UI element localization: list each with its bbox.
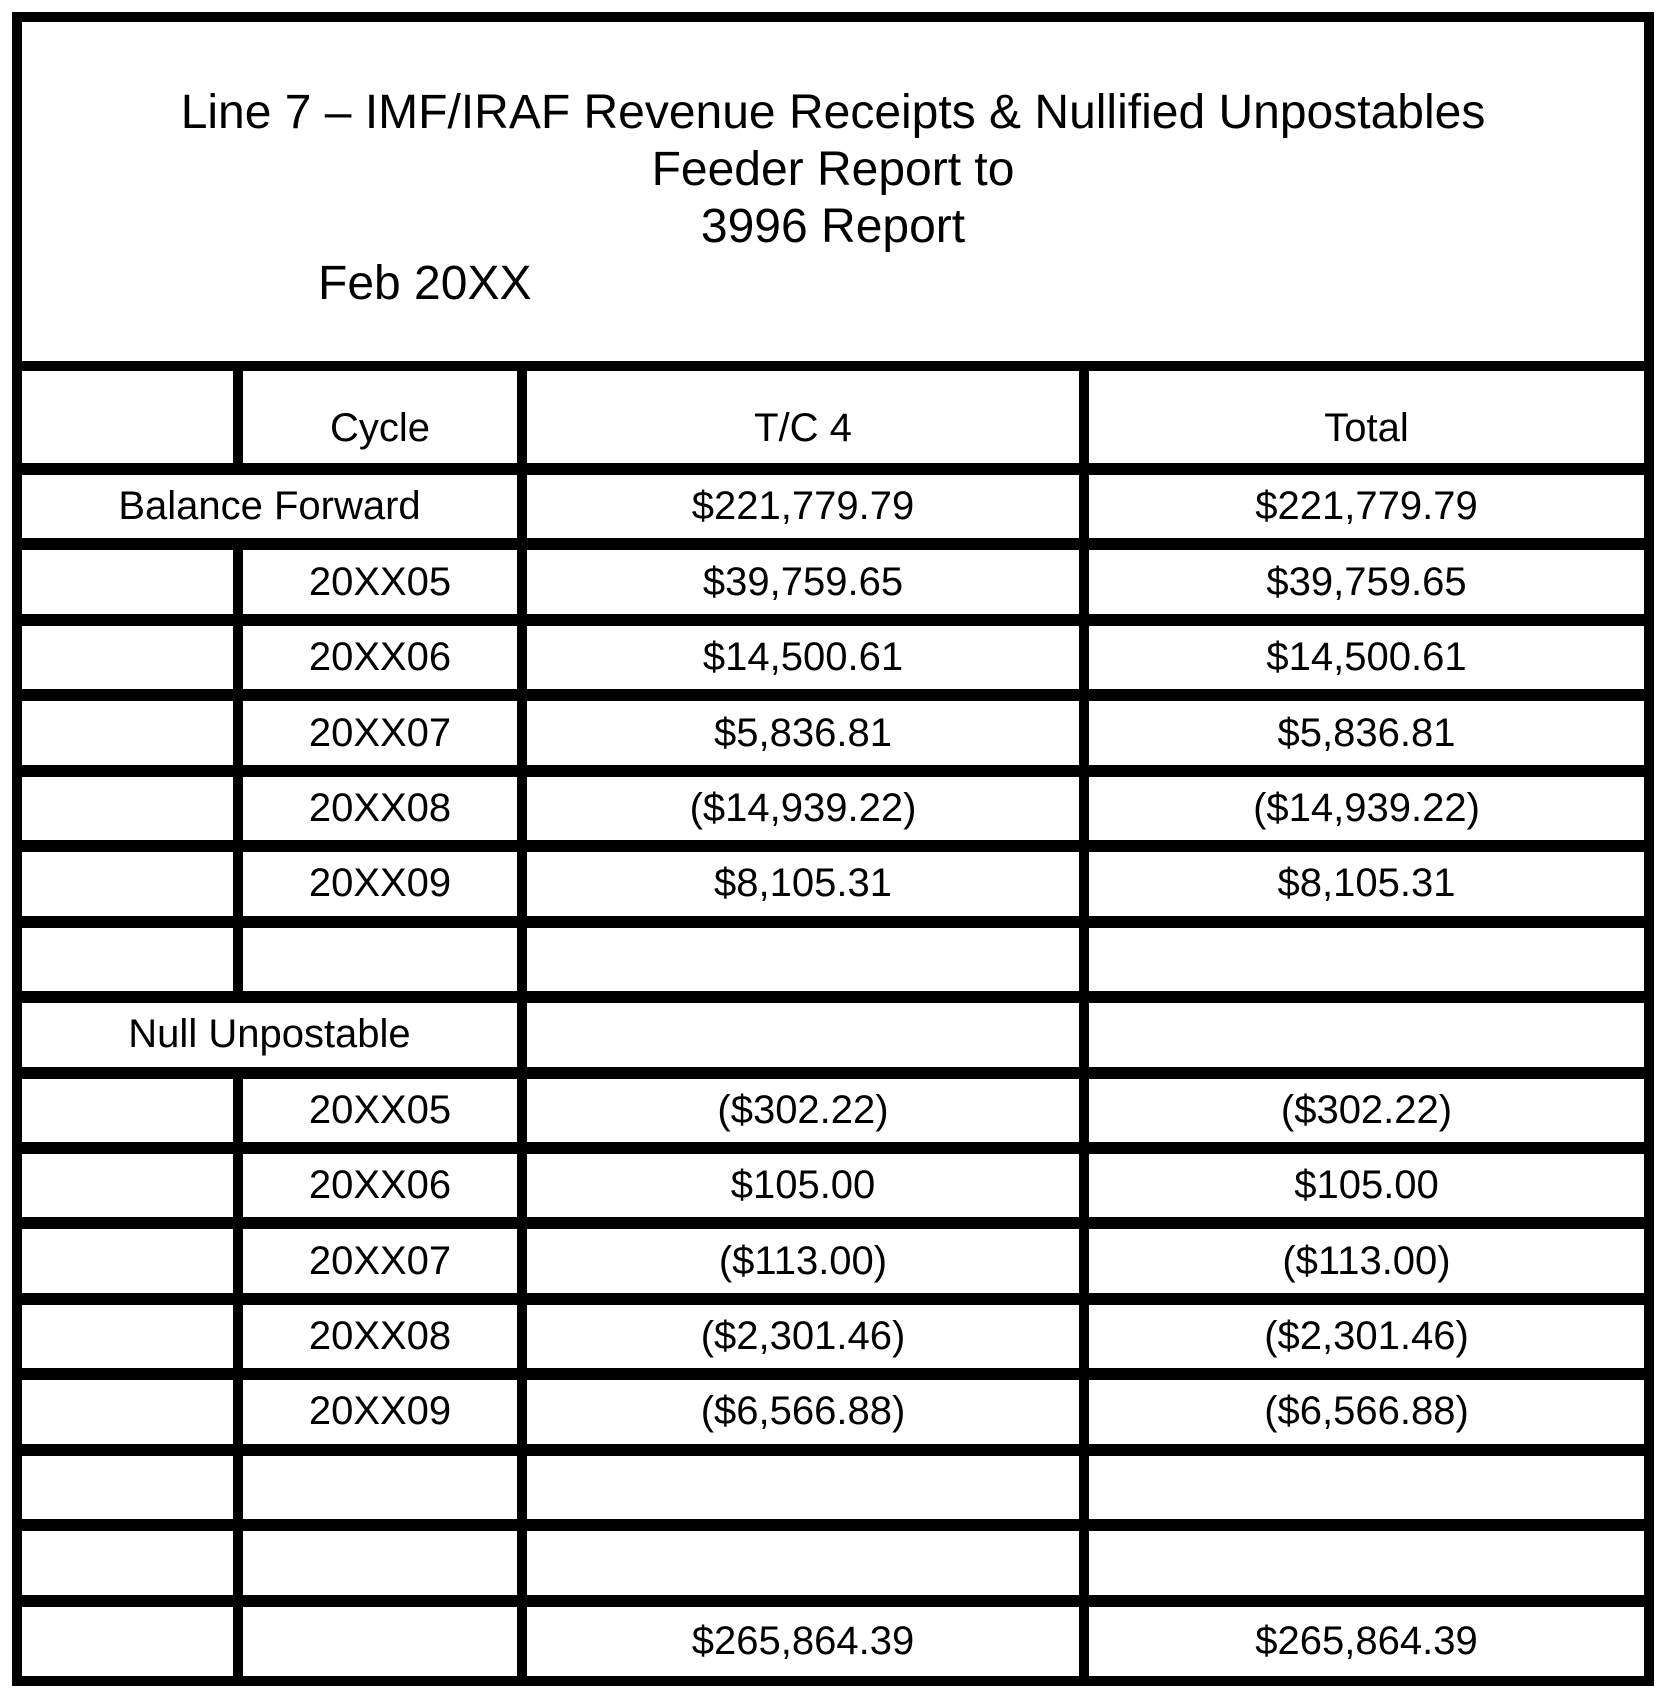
tc4-cell: $39,759.65 <box>522 544 1084 619</box>
spacer-cell <box>22 846 238 921</box>
report-period: Feb 20XX <box>318 257 532 310</box>
tc4-cell: $221,779.79 <box>522 469 1084 544</box>
total-cell: ($302.22) <box>1084 1073 1644 1148</box>
cycle-cell: 20XX06 <box>238 620 522 695</box>
table-body <box>22 469 1644 1676</box>
table-row <box>22 469 1644 544</box>
tc4-cell: $8,105.31 <box>522 846 1084 921</box>
col-header-cycle: Cycle <box>238 371 522 469</box>
tc4-cell <box>522 922 1084 997</box>
report-header <box>22 22 1644 371</box>
cycle-cell <box>238 1601 522 1676</box>
spacer-cell <box>22 1073 238 1148</box>
spacer-cell <box>22 544 238 619</box>
table-row <box>22 1223 1644 1298</box>
tc4-cell: ($6,566.88) <box>522 1374 1084 1449</box>
tc4-cell: $105.00 <box>522 1148 1084 1223</box>
total-cell: ($6,566.88) <box>1084 1374 1644 1449</box>
col-header-total: Total <box>1084 371 1644 469</box>
table-row <box>22 997 1644 1072</box>
table-row <box>22 620 1644 695</box>
cycle-cell: 20XX07 <box>238 1223 522 1298</box>
total-cell: $39,759.65 <box>1084 544 1644 619</box>
spacer-cell <box>22 1450 238 1525</box>
col-header-tc4: T/C 4 <box>522 371 1084 469</box>
table-row <box>22 846 1644 921</box>
total-cell: $14,500.61 <box>1084 620 1644 695</box>
total-cell: ($2,301.46) <box>1084 1299 1644 1374</box>
total-cell <box>1084 922 1644 997</box>
spacer-cell <box>22 1223 238 1298</box>
total-cell: $221,779.79 <box>1084 469 1644 544</box>
spacer-cell <box>22 1525 238 1600</box>
total-cell: $5,836.81 <box>1084 695 1644 770</box>
total-cell: $265,864.39 <box>1084 1601 1644 1676</box>
row-label-cell: Balance Forward <box>22 469 522 544</box>
tc4-cell: $14,500.61 <box>522 620 1084 695</box>
cycle-cell: 20XX09 <box>238 1374 522 1449</box>
tc4-cell: ($14,939.22) <box>522 771 1084 846</box>
table-row <box>22 695 1644 770</box>
report-title: Line 7 – IMF/IRAF Revenue Receipts & Nullified Unpostables <box>180 86 1486 139</box>
cycle-cell: 20XX07 <box>238 695 522 770</box>
table-row <box>22 1450 1644 1525</box>
feeder-report-table <box>22 371 1644 1676</box>
cycle-cell: 20XX05 <box>238 544 522 619</box>
cycle-cell <box>238 922 522 997</box>
table-row <box>22 771 1644 846</box>
table-row <box>22 1374 1644 1449</box>
spacer-cell <box>22 1374 238 1449</box>
tc4-cell: $5,836.81 <box>522 695 1084 770</box>
table-row <box>22 1601 1644 1676</box>
total-cell <box>1084 1450 1644 1525</box>
row-label-cell: Null Unpostable <box>22 997 522 1072</box>
total-cell: ($14,939.22) <box>1084 771 1644 846</box>
tc4-cell: ($2,301.46) <box>522 1299 1084 1374</box>
tc4-cell <box>522 1525 1084 1600</box>
tc4-cell: ($113.00) <box>522 1223 1084 1298</box>
cycle-cell <box>238 1450 522 1525</box>
total-cell <box>1084 1525 1644 1600</box>
cycle-cell: 20XX06 <box>238 1148 522 1223</box>
report-subtitle-feeder: Feeder Report to <box>651 143 1015 196</box>
table-row <box>22 1073 1644 1148</box>
header-row <box>22 371 1644 469</box>
report-subtitle-3996: 3996 Report <box>700 200 966 253</box>
spacer-cell <box>22 1601 238 1676</box>
cycle-cell: 20XX08 <box>238 1299 522 1374</box>
table-row <box>22 1148 1644 1223</box>
tc4-cell <box>522 1450 1084 1525</box>
tc4-cell: $265,864.39 <box>522 1601 1084 1676</box>
spacer-cell <box>22 1148 238 1223</box>
table-row <box>22 922 1644 997</box>
cycle-cell: 20XX05 <box>238 1073 522 1148</box>
spacer-cell <box>22 695 238 770</box>
col-header-blank <box>22 371 238 469</box>
cycle-cell: 20XX08 <box>238 771 522 846</box>
tc4-cell <box>522 997 1084 1072</box>
spacer-cell <box>22 1299 238 1374</box>
cycle-cell: 20XX09 <box>238 846 522 921</box>
total-cell <box>1084 997 1644 1072</box>
total-cell: $105.00 <box>1084 1148 1644 1223</box>
tc4-cell: ($302.22) <box>522 1073 1084 1148</box>
spacer-cell <box>22 771 238 846</box>
total-cell: $8,105.31 <box>1084 846 1644 921</box>
table-row <box>22 1525 1644 1600</box>
cycle-cell <box>238 1525 522 1600</box>
spacer-cell <box>22 922 238 997</box>
total-cell: ($113.00) <box>1084 1223 1644 1298</box>
table-row <box>22 544 1644 619</box>
table-row <box>22 1299 1644 1374</box>
spacer-cell <box>22 620 238 695</box>
report-sheet <box>12 12 1654 1686</box>
